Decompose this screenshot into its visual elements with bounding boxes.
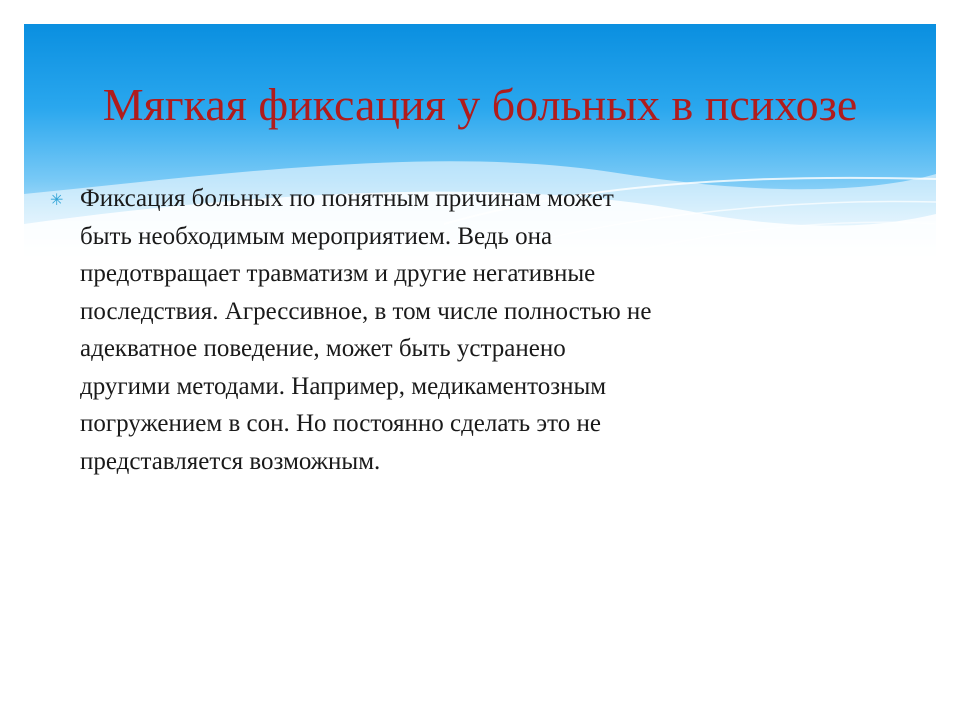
slide-title: Мягкая фиксация у больных в психозе: [102, 79, 858, 130]
bullet-item: [50, 180, 790, 480]
bullet-line: погружением в сон. Но постоянно сделать это не: [80, 410, 601, 437]
bullet-line: адекватное поведение, может быть устранено: [80, 335, 566, 362]
asterisk-bullet-icon: ✳: [50, 190, 64, 209]
bullet-line: быть необходимым мероприятием. Ведь она: [80, 222, 553, 250]
bullet-line: Фиксация больных по понятным причинам может: [80, 185, 614, 212]
bullet-line: представляется возможным.: [80, 447, 381, 475]
bullet-line: другими методами. Например, медикаментозным: [80, 372, 607, 400]
bullet-line: последствия. Агрессивное, в том числе полностью не: [80, 297, 652, 325]
bullet-line: предотвращает травматизм и другие негативные: [80, 260, 596, 287]
slide-body: [50, 180, 790, 480]
bullet-text: [80, 180, 790, 480]
